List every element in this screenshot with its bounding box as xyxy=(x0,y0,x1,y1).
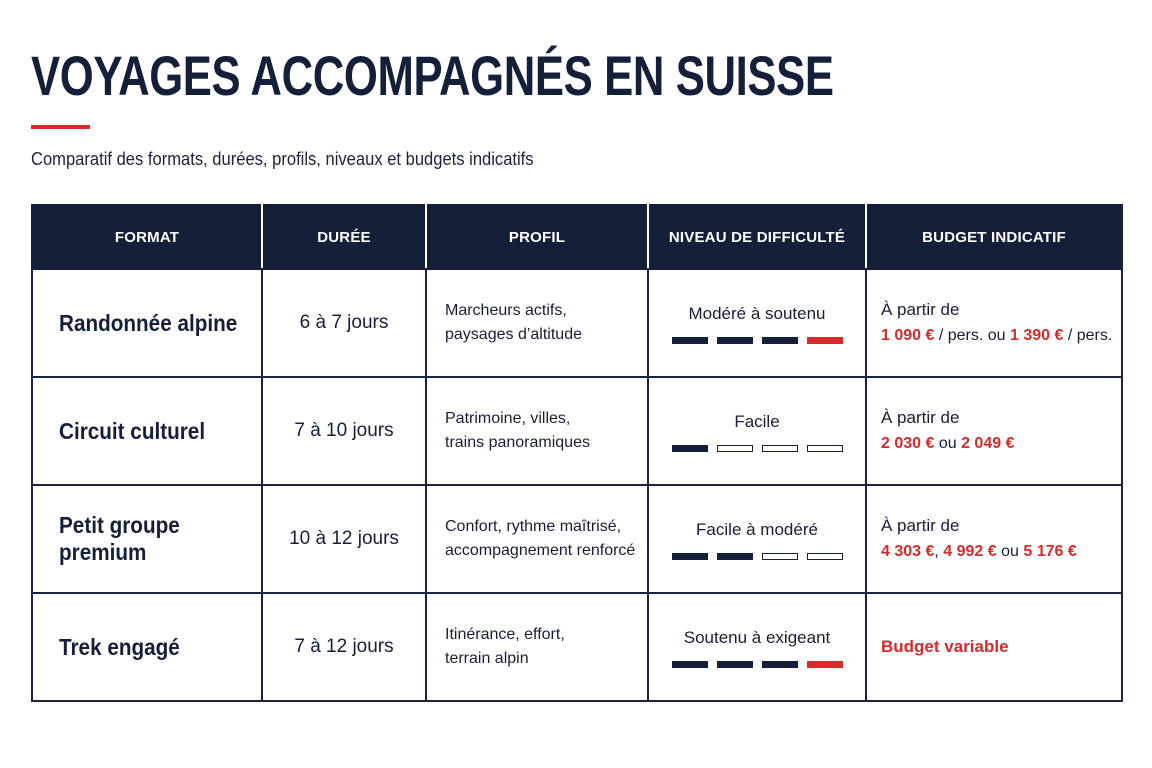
budget-cell xyxy=(866,269,1122,377)
profil-line: paysages d’altitude xyxy=(445,326,582,343)
table-row xyxy=(32,377,1122,485)
difficulty-segment-filled xyxy=(807,661,843,668)
difficulty-segment-empty xyxy=(807,553,843,560)
budget-part: , xyxy=(934,543,944,560)
difficulty-segment-filled xyxy=(717,661,753,668)
title-accent-rule xyxy=(31,125,90,129)
header-format: FORMAT xyxy=(32,205,262,269)
difficulty-segment-filled xyxy=(717,337,753,344)
comparison-table xyxy=(31,204,1123,702)
header-budget: BUDGET INDICATIF xyxy=(866,205,1122,269)
profil-line: accompagnement renforcé xyxy=(445,542,636,559)
difficulty-meter xyxy=(650,553,864,560)
niveau-cell xyxy=(648,377,866,485)
profil-line: Confort, rythme maîtrisé, xyxy=(445,518,622,535)
difficulty-meter xyxy=(650,445,864,452)
table-row xyxy=(32,269,1122,377)
budget-cell xyxy=(866,593,1122,701)
budget-part: 4 992 € xyxy=(943,543,997,560)
budget-part: 5 176 € xyxy=(1023,543,1077,560)
difficulty-segment-filled xyxy=(672,445,708,452)
difficulty-label: Modéré à soutenu xyxy=(688,303,826,323)
format-cell xyxy=(32,593,262,701)
format-name: Randonnée alpine xyxy=(59,309,238,336)
budget-prefix: À partir de xyxy=(881,408,960,427)
format-cell xyxy=(32,377,262,485)
budget-part: / pers. xyxy=(1063,327,1113,344)
format-name: Trek engagé xyxy=(59,633,180,660)
difficulty-segment-filled xyxy=(672,337,708,344)
niveau-cell xyxy=(648,485,866,593)
duree-cell: 6 à 7 jours xyxy=(262,269,426,377)
budget-part: 2 030 € xyxy=(881,435,935,452)
budget-prices xyxy=(881,323,1120,349)
table-header-row xyxy=(32,205,1122,269)
table-row xyxy=(32,593,1122,701)
format-name: Petit groupe premium xyxy=(59,512,180,565)
header-niveau: NIVEAU DE DIFFICULTÉ xyxy=(648,205,866,269)
format-name: Circuit culturel xyxy=(59,417,206,444)
niveau-cell xyxy=(648,269,866,377)
difficulty-segment-filled xyxy=(672,661,708,668)
budget-part: 2 049 € xyxy=(961,435,1015,452)
budget-cell xyxy=(866,485,1122,593)
niveau-cell xyxy=(648,593,866,701)
profil-line: terrain alpin xyxy=(445,650,529,667)
table-row xyxy=(32,485,1122,593)
budget-part: 4 303 € xyxy=(881,543,935,560)
profil-line: trains panoramiques xyxy=(445,434,590,451)
duree-cell: 7 à 10 jours xyxy=(262,377,426,485)
difficulty-label: Soutenu à exigeant xyxy=(683,627,831,647)
difficulty-label: Facile à modéré xyxy=(696,519,818,539)
profil-cell xyxy=(426,593,648,701)
difficulty-segment-empty xyxy=(717,445,753,452)
budget-part: ou xyxy=(996,543,1024,560)
profil-line: Patrimoine, villes, xyxy=(445,410,571,427)
budget-part: 1 390 € xyxy=(1009,327,1064,344)
budget-prefix: À partir de xyxy=(881,516,960,535)
difficulty-meter xyxy=(650,337,864,344)
difficulty-segment-empty xyxy=(762,553,798,560)
duree-cell: 7 à 12 jours xyxy=(262,593,426,701)
header-profil: PROFIL xyxy=(426,205,648,269)
difficulty-segment-filled xyxy=(762,337,798,344)
difficulty-label: Facile xyxy=(734,411,780,431)
format-cell xyxy=(32,485,262,593)
page-subtitle: Comparatif des formats, durées, profils, niveaux et budgets indicatifs xyxy=(31,149,534,169)
difficulty-segment-empty xyxy=(762,445,798,452)
profil-cell xyxy=(426,269,648,377)
profil-line: Marcheurs actifs, xyxy=(445,302,567,319)
header-duree: DURÉE xyxy=(262,205,426,269)
profil-cell xyxy=(426,377,648,485)
budget-prefix: À partir de xyxy=(881,300,960,319)
budget-part: ou xyxy=(934,435,962,452)
budget-cell xyxy=(866,377,1122,485)
budget-variable: Budget variable xyxy=(881,637,1009,656)
profil-line: Itinérance, effort, xyxy=(445,626,565,643)
page-title: VOYAGES ACCOMPAGNÉS EN SUISSE xyxy=(31,44,834,107)
difficulty-segment-filled xyxy=(717,553,753,560)
difficulty-segment-filled xyxy=(672,553,708,560)
duree-cell: 10 à 12 jours xyxy=(262,485,426,593)
difficulty-meter xyxy=(650,661,864,668)
difficulty-segment-filled xyxy=(807,337,843,344)
format-cell xyxy=(32,269,262,377)
budget-prices xyxy=(881,539,1120,565)
difficulty-segment-filled xyxy=(762,661,798,668)
difficulty-segment-empty xyxy=(807,445,843,452)
budget-prices xyxy=(881,431,1120,457)
budget-part: 1 090 € xyxy=(881,327,935,344)
budget-part: / pers. ou xyxy=(934,327,1010,344)
profil-cell xyxy=(426,485,648,593)
